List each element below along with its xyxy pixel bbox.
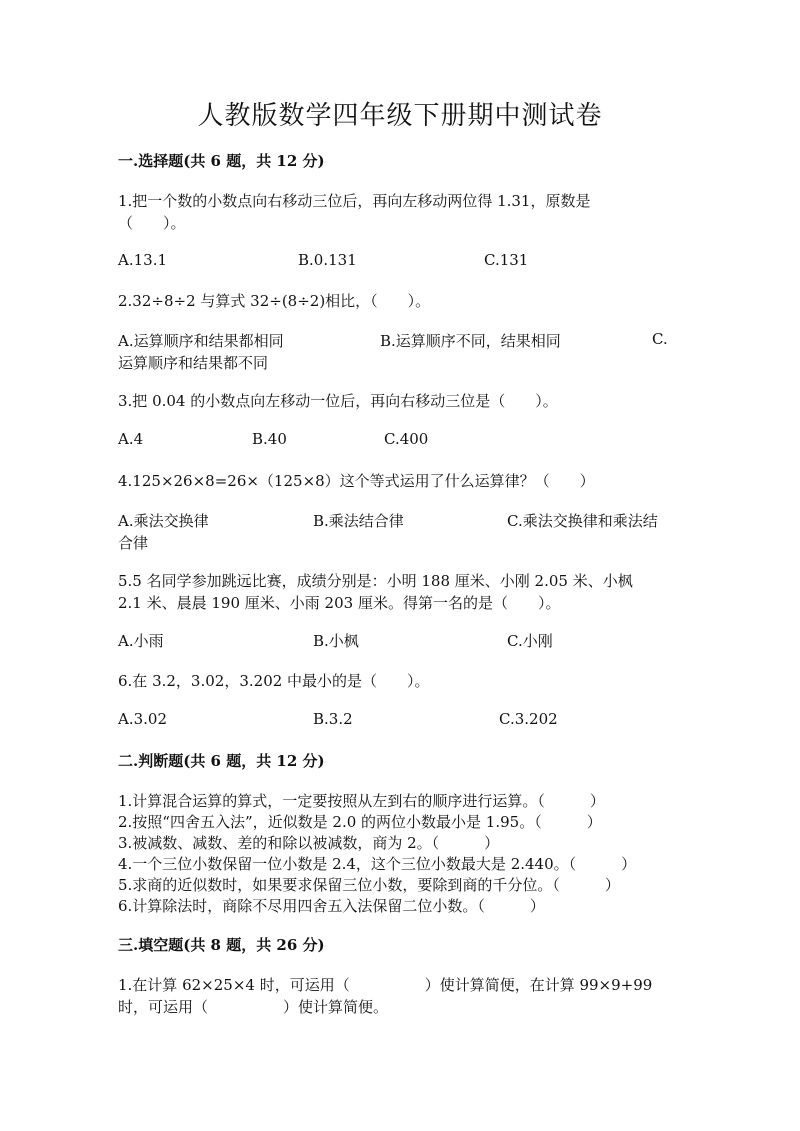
option-c-continued: 运算顺序和结果都不同 <box>118 354 269 372</box>
question-text: 2.32÷8÷2 与算式 32÷(8÷2)相比，（ ）。 <box>118 292 431 310</box>
option-c: C.400 <box>384 430 429 448</box>
judge-item: 4.一个三位小数保留一位小数是 2.4，这个三位小数最大是 2.440。（ ） <box>118 855 637 873</box>
judge-item: 2.按照“四舍五入法”，近似数是 2.0 的两位小数最小是 1.95。（ ） <box>118 813 602 831</box>
question-text: （ ）。 <box>118 214 186 232</box>
option-b: B.乘法结合律 <box>313 512 404 530</box>
question-text: 2.1 米、晨晨 190 厘米、小雨 203 厘米。得第一名的是（ ）。 <box>118 594 561 612</box>
option-c: C.乘法交换律和乘法结 <box>507 512 658 530</box>
option-c: C.131 <box>484 251 529 269</box>
question-text: 1.把一个数的小数点向右移动三位后，再向左移动两位得 1.31，原数是 <box>118 192 591 210</box>
section-heading-fill: 三.填空题(共 8 题，共 26 分) <box>118 936 325 954</box>
question-text: 5.5 名同学参加跳远比赛，成绩分别是：小明 188 厘米、小刚 2.05 米、小枫 <box>118 572 633 590</box>
option-b: B.小枫 <box>313 632 359 650</box>
judge-item: 6.计算除法时，商除不尽用四舍五入法保留二位小数。（ ） <box>118 897 545 915</box>
section-heading-choice: 一.选择题(共 6 题，共 12 分) <box>118 152 325 170</box>
option-c: C.小刚 <box>507 632 553 650</box>
option-a: A.13.1 <box>118 251 167 269</box>
fill-question-line: 1.在计算 62×25×4 时，可运用（ ）使计算简便，在计算 99×9+99 <box>118 976 653 994</box>
option-b: B.运算顺序不同，结果相同 <box>380 332 561 350</box>
option-a: A.4 <box>118 430 144 448</box>
question-text: 3.把 0.04 的小数点向左移动一位后，再向右移动三位是（ ）。 <box>118 392 558 410</box>
option-a: A.小雨 <box>118 632 164 650</box>
fill-question-line: 时，可运用（ ）使计算简便。 <box>118 998 389 1016</box>
option-c: C.3.202 <box>499 710 558 728</box>
option-b: B.3.2 <box>313 710 353 728</box>
judge-item: 1.计算混合运算的算式，一定要按照从左到右的顺序进行运算。（ ） <box>118 792 605 810</box>
option-a: A.3.02 <box>118 710 167 728</box>
option-a: A.乘法交换律 <box>118 512 209 530</box>
option-a: A.运算顺序和结果都相同 <box>118 332 284 350</box>
question-text: 6.在 3.2，3.02，3.202 中最小的是（ ）。 <box>118 672 430 690</box>
option-c-continued: 合律 <box>118 534 149 552</box>
judge-item: 5.求商的近似数时，如果要求保留三位小数，要除到商的千分位。（ ） <box>118 876 620 894</box>
question-text: 4.125×26×8=26×（125×8）这个等式运用了什么运算律？（ ） <box>118 472 595 490</box>
judge-item: 3.被减数、减数、差的和除以被减数，商为 2。（ ） <box>118 834 500 852</box>
option-b: B.0.131 <box>298 251 357 269</box>
option-c: C. <box>652 330 668 348</box>
section-heading-judge: 二.判断题(共 6 题，共 12 分) <box>118 752 325 770</box>
page-title: 人教版数学四年级下册期中测试卷 <box>197 101 603 131</box>
option-b: B.40 <box>252 430 287 448</box>
